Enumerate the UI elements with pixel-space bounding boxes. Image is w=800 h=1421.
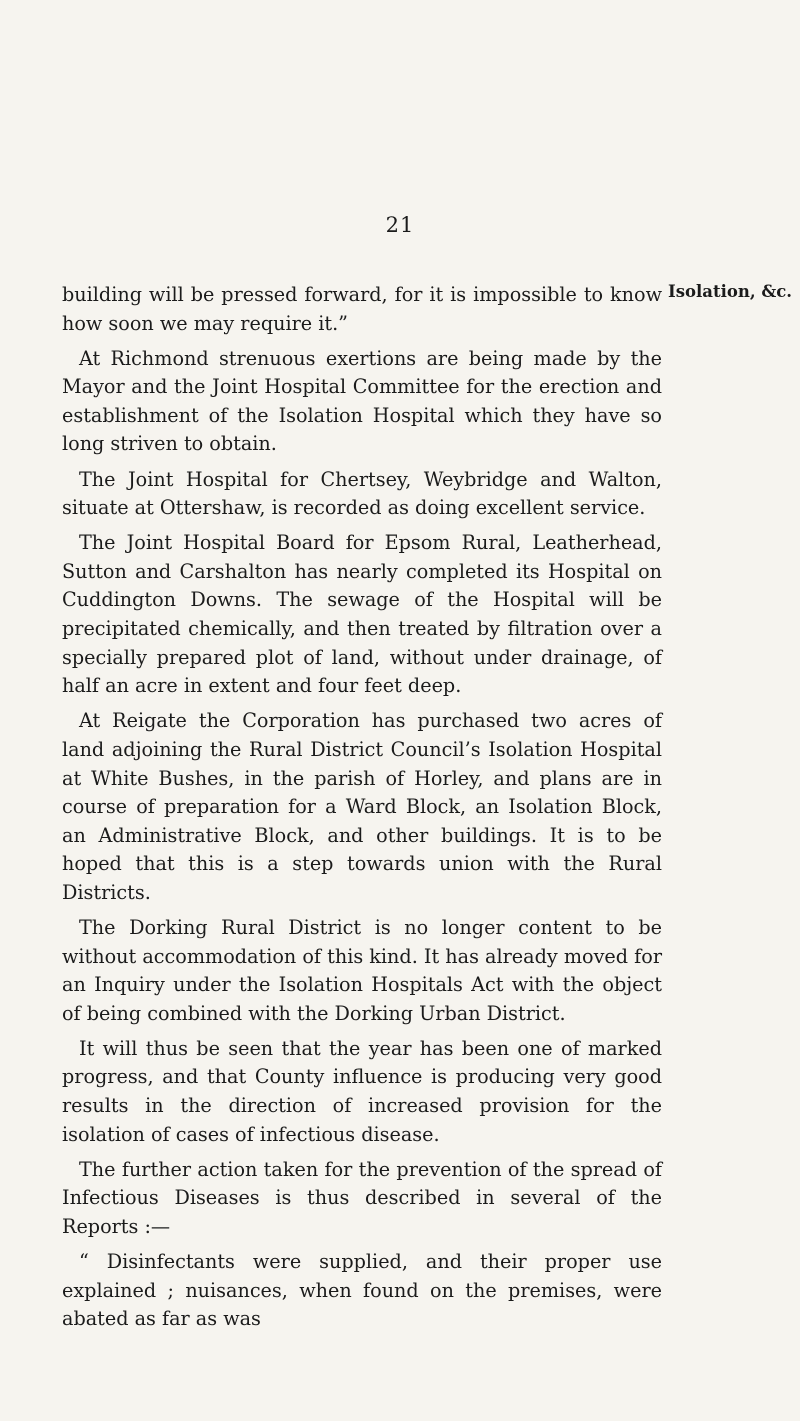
paragraph-further-action: The further action taken for the prevention of the spread of Infectious Diseases is thus described in several of the Reports :— [62,1157,662,1238]
paragraph-dorking: The Dorking Rural District is no longer content to be without accommodation of this kind. It has already moved for an Inquiry under the Isolation Hospitals Act with the object of being combined with the Dorking Urban District. [62,915,662,1025]
paragraph-continued: building will be pressed forward, for it is impossible to know how soon we may require it.” [62,283,662,335]
paragraph-progress: It will thus be seen that the year has been one of marked progress, and that County influence is producing very good results in the direction of increased provision for the isolation of cases of infectious disease. [62,1036,662,1146]
body-text [62,281,662,1340]
paragraph-chertsey: The Joint Hospital for Chertsey, Weybridge and Walton, situate at Ottershaw, is recorded as doing excellent service. [62,467,662,520]
paragraph-reigate: At Reigate the Corporation has purchased two acres of land adjoining the Rural District Council’s Isolation Hospital at White Bushes, in the parish of Horley, and plans are in course of preparation for a Ward Block, an Isolation Block, an Administrative Block, and other buildings. It is to be hoped that this is a step towards union with the Rural Districts. [62,709,662,904]
margin-note: Isolation, &c. [668,282,793,301]
page-number: 21 [385,213,415,237]
paragraph-epsom: The Joint Hospital Board for Epsom Rural, Leatherhead, Sutton and Carshalton has nearly completed its Hospital on Cuddington Downs. The sewage of the Hospital will be precipitated chemically, and then treated by filtration over a specially prepared plot of land, without under drainage, of half an acre in extent and four feet deep. [62,531,662,698]
paragraph-richmond: At Richmond strenuous exertions are being made by the Mayor and the Joint Hospital Committee for the erection and establishment of the Isolation Hospital which they have so long striven to obtain. [62,346,662,456]
paragraph-quotation: “ Disinfectants were supplied, and their proper use explained ; nuisances, when found on the premises, were abated as far as was [62,1250,662,1331]
